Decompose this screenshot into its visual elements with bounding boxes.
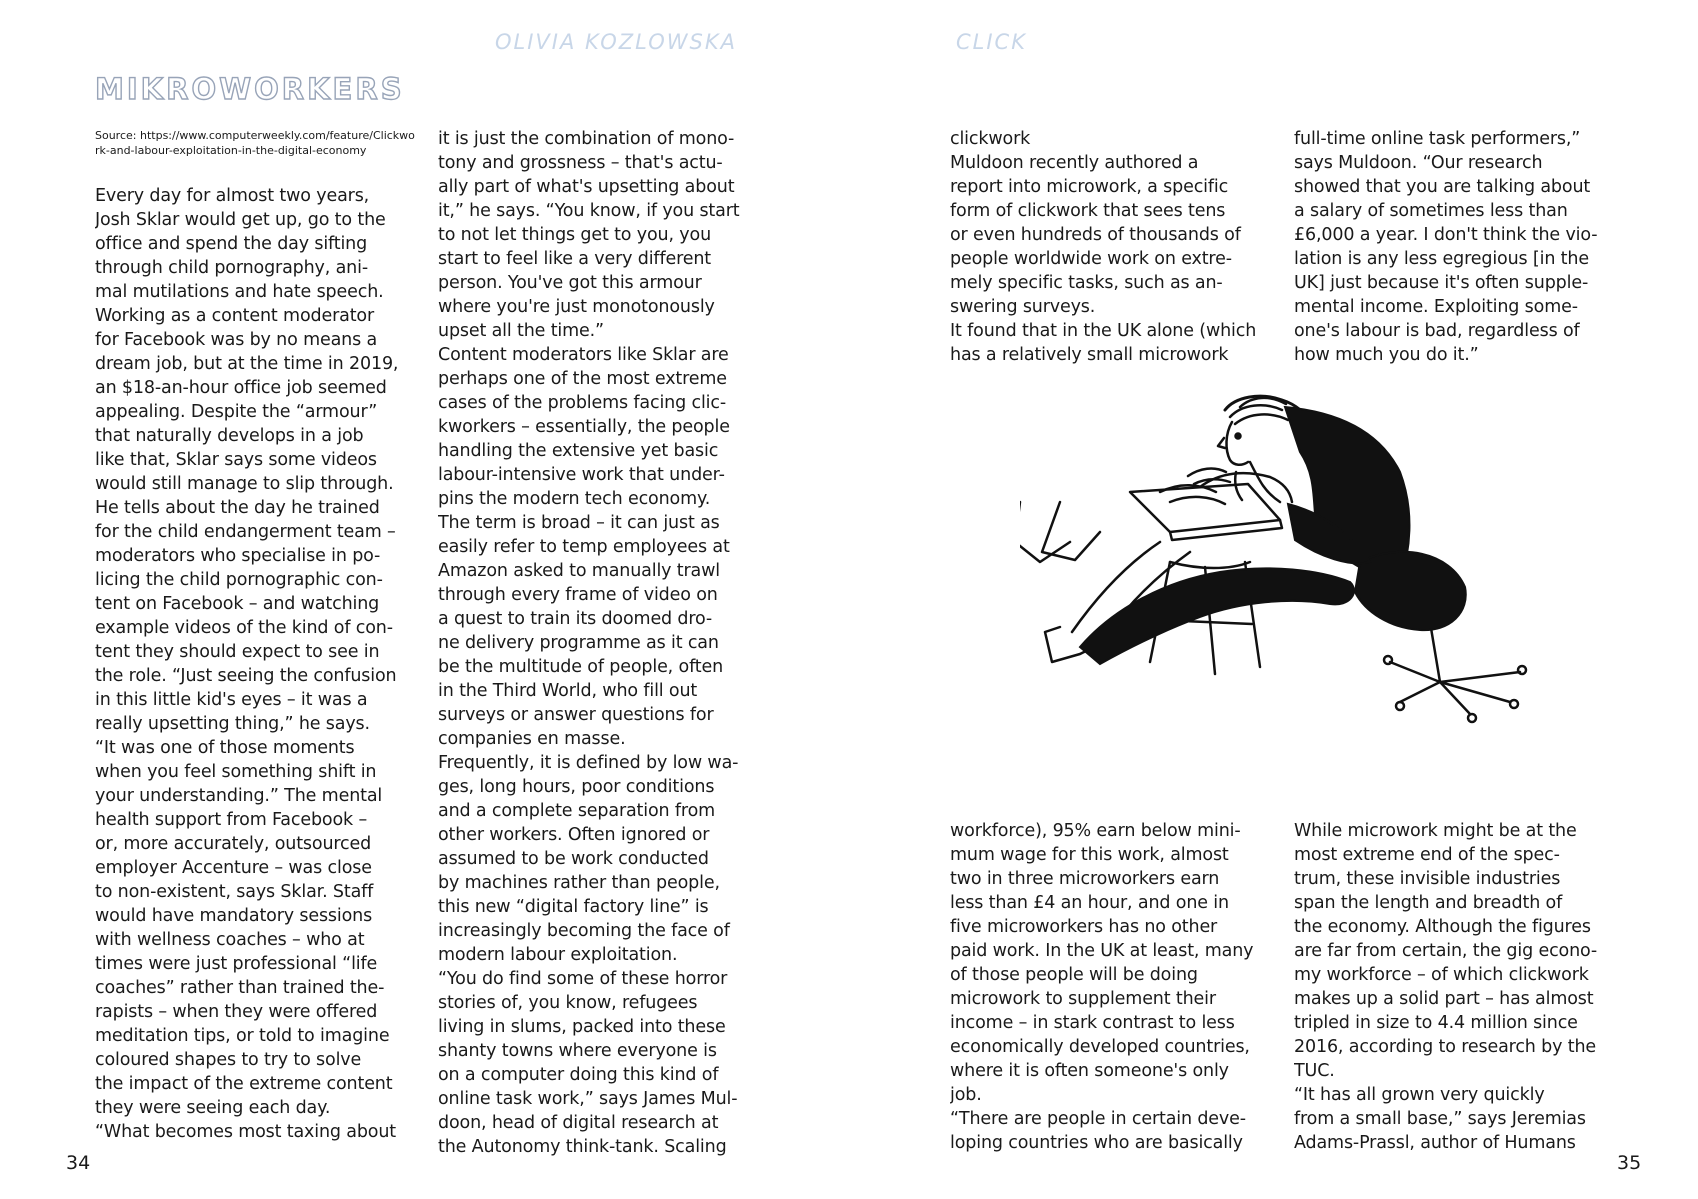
text-line: or, more accurately, outsourced xyxy=(95,834,372,854)
text-line: trum, these invisible industries xyxy=(1294,869,1561,889)
text-line: an $18-an-hour office job seemed xyxy=(95,378,387,398)
text-line: handling the extensive yet basic xyxy=(438,441,719,461)
text-line: the role. “Just seeing the confusion xyxy=(95,666,397,686)
text-line: my workforce – of which clickwork xyxy=(1294,965,1589,985)
text-line: employer Accenture – was close xyxy=(95,858,372,878)
text-line: economically developed countries, xyxy=(950,1037,1250,1057)
text-line: Muldoon recently authored a xyxy=(950,153,1199,173)
text-line: most extreme end of the spec- xyxy=(1294,845,1560,865)
text-line: where it is often someone's only xyxy=(950,1061,1229,1081)
text-line: moderators who specialise in po- xyxy=(95,546,381,566)
column-4-bottom xyxy=(1294,819,1629,1159)
text-line: It found that in the UK alone (which xyxy=(950,321,1257,341)
text-line: loping countries who are basically xyxy=(950,1133,1243,1153)
text-line: this new “digital factory line” is xyxy=(438,897,709,917)
text-line: income – in stark contrast to less xyxy=(950,1013,1235,1033)
text-line: to not let things get to you, you xyxy=(438,225,712,245)
text-line: and a complete separation from xyxy=(438,801,716,821)
text-line: ges, long hours, poor conditions xyxy=(438,777,715,797)
text-line: by machines rather than people, xyxy=(438,873,720,893)
text-line: really upsetting thing,” he says. xyxy=(95,714,370,734)
running-header-author: OLIVIA KOZLOWSKA xyxy=(495,30,737,54)
text-line: a salary of sometimes less than xyxy=(1294,201,1568,221)
text-line: cases of the problems facing clic- xyxy=(438,393,727,413)
text-line: living in slums, packed into these xyxy=(438,1017,726,1037)
text-line: UK] just because it's often supple- xyxy=(1294,273,1589,293)
text-line: showed that you are talking about xyxy=(1294,177,1591,197)
text-line: appealing. Despite the “armour” xyxy=(95,402,378,422)
illustration-person-on-laptop xyxy=(1020,392,1560,772)
text-line: of those people will be doing xyxy=(950,965,1198,985)
text-line: start to feel like a very different xyxy=(438,249,711,269)
source-citation: Source: https://www.computerweekly.com/feature/Clickwork-and-labour-exploitation-in-the-digital-economy xyxy=(95,129,415,157)
text-line: pins the modern tech economy. xyxy=(438,489,711,509)
text-line: through child pornography, ani- xyxy=(95,258,368,278)
column-1 xyxy=(95,184,425,1144)
text-line: Josh Sklar would get up, go to the xyxy=(95,210,386,230)
text-line: Adams-Prassl, author of Humans xyxy=(1294,1133,1576,1153)
text-line: The term is broad – it can just as xyxy=(438,513,720,533)
page-number-left: 34 xyxy=(66,1152,91,1174)
section-title: MIKROWORKERS xyxy=(95,72,405,106)
text-line: kworkers – essentially, the people xyxy=(438,417,730,437)
text-line: tony and grossness – that's actu- xyxy=(438,153,723,173)
text-line: times were just professional “life xyxy=(95,954,378,974)
text-line: Content moderators like Sklar are xyxy=(438,345,729,365)
text-line: licing the child pornographic con- xyxy=(95,570,383,590)
text-line: where you're just monotonously xyxy=(438,297,715,317)
text-line: that naturally develops in a job xyxy=(95,426,364,446)
text-line: ally part of what's upsetting about xyxy=(438,177,735,197)
text-line: easily refer to temp employees at xyxy=(438,537,730,557)
text-line: mum wage for this work, almost xyxy=(950,845,1229,865)
text-line: Working as a content moderator xyxy=(95,306,375,326)
text-line: coaches” rather than trained the- xyxy=(95,978,385,998)
text-line: tent they should expect to see in xyxy=(95,642,380,662)
text-line: perhaps one of the most extreme xyxy=(438,369,727,389)
text-line: they were seeing each day. xyxy=(95,1098,331,1118)
text-line: Every day for almost two years, xyxy=(95,186,370,206)
text-line: example videos of the kind of con- xyxy=(95,618,393,638)
text-line: it is just the combination of mono- xyxy=(438,129,735,149)
text-line: two in three microworkers earn xyxy=(950,869,1220,889)
column-3-top xyxy=(950,127,1285,377)
text-line: makes up a solid part – has almost xyxy=(1294,989,1594,1009)
text-line: “It has all grown very quickly xyxy=(1294,1085,1545,1105)
text-line: are far from certain, the gig econo- xyxy=(1294,941,1598,961)
text-line: TUC. xyxy=(1294,1061,1335,1081)
text-line: health support from Facebook – xyxy=(95,810,368,830)
text-line: would still manage to slip through. xyxy=(95,474,394,494)
text-line: it,” he says. “You know, if you start xyxy=(438,201,740,221)
text-line: a quest to train its doomed dro- xyxy=(438,609,713,629)
text-line: paid work. In the UK at least, many xyxy=(950,941,1254,961)
text-line: “You do find some of these horror xyxy=(438,969,728,989)
text-line: when you feel something shift in xyxy=(95,762,377,782)
text-line: person. You've got this armour xyxy=(438,273,702,293)
text-line: surveys or answer questions for xyxy=(438,705,714,725)
text-line: the Autonomy think-tank. Scaling xyxy=(438,1137,727,1157)
text-line: modern labour exploitation. xyxy=(438,945,678,965)
text-line: coloured shapes to try to solve xyxy=(95,1050,362,1070)
text-line: on a computer doing this kind of xyxy=(438,1065,719,1085)
text-line: online task work,” says James Mul- xyxy=(438,1089,738,1109)
text-line: microwork to supplement their xyxy=(950,989,1216,1009)
text-line: He tells about the day he trained xyxy=(95,498,380,518)
text-line: span the length and breadth of xyxy=(1294,893,1563,913)
text-line: clickwork xyxy=(950,129,1031,149)
text-line: in the Third World, who fill out xyxy=(438,681,698,701)
text-line: like that, Sklar says some videos xyxy=(95,450,377,470)
text-line: the impact of the extreme content xyxy=(95,1074,393,1094)
text-line: tripled in size to 4.4 million since xyxy=(1294,1013,1578,1033)
text-line: companies en masse. xyxy=(438,729,626,749)
text-line: for Facebook was by no means a xyxy=(95,330,378,350)
column-4-top xyxy=(1294,127,1629,377)
text-line: lation is any less egregious [in the xyxy=(1294,249,1589,269)
text-line: the economy. Although the figures xyxy=(1294,917,1591,937)
text-line: less than £4 an hour, and one in xyxy=(950,893,1229,913)
text-line: dream job, but at the time in 2019, xyxy=(95,354,399,374)
column-3-bottom xyxy=(950,819,1285,1159)
running-header-title: CLICK xyxy=(956,30,1027,54)
text-line: ne delivery programme as it can xyxy=(438,633,719,653)
text-line: has a relatively small microwork xyxy=(950,345,1229,365)
text-line: other workers. Often ignored or xyxy=(438,825,710,845)
text-line: for the child endangerment team – xyxy=(95,522,396,542)
text-line: rapists – when they were offered xyxy=(95,1002,378,1022)
text-line: swering surveys. xyxy=(950,297,1096,317)
text-line: tent on Facebook – and watching xyxy=(95,594,380,614)
text-line: workforce), 95% earn below mini- xyxy=(950,821,1241,841)
text-line: “What becomes most taxing about xyxy=(95,1122,397,1142)
text-line: Frequently, it is defined by low wa- xyxy=(438,753,739,773)
text-line: people worldwide work on extre- xyxy=(950,249,1232,269)
text-line: five microworkers has no other xyxy=(950,917,1218,937)
text-line: shanty towns where everyone is xyxy=(438,1041,717,1061)
text-line: increasingly becoming the face of xyxy=(438,921,730,941)
text-line: 2016, according to research by the xyxy=(1294,1037,1597,1057)
text-line: through every frame of video on xyxy=(438,585,718,605)
text-line: “It was one of those moments xyxy=(95,738,355,758)
text-line: from a small base,” says Jeremias xyxy=(1294,1109,1586,1129)
text-line: labour-intensive work that under- xyxy=(438,465,725,485)
text-line: report into microwork, a specific xyxy=(950,177,1229,197)
text-line: your understanding.” The mental xyxy=(95,786,383,806)
text-line: job. xyxy=(950,1085,982,1105)
column-2 xyxy=(438,127,768,1157)
text-line: full-time online task performers,” xyxy=(1294,129,1581,149)
text-line: or even hundreds of thousands of xyxy=(950,225,1241,245)
text-line: be the multitude of people, often xyxy=(438,657,724,677)
text-line: mal mutilations and hate speech. xyxy=(95,282,384,302)
text-line: form of clickwork that sees tens xyxy=(950,201,1226,221)
text-line: how much you do it.” xyxy=(1294,345,1479,365)
text-line: office and spend the day sifting xyxy=(95,234,368,254)
text-line: mely specific tasks, such as an- xyxy=(950,273,1223,293)
text-line: stories of, you know, refugees xyxy=(438,993,698,1013)
text-line: in this little kid's eyes – it was a xyxy=(95,690,368,710)
text-line: “There are people in certain deve- xyxy=(950,1109,1246,1129)
text-line: £6,000 a year. I don't think the vio- xyxy=(1294,225,1598,245)
text-line: doon, head of digital research at xyxy=(438,1113,719,1133)
text-line: mental income. Exploiting some- xyxy=(1294,297,1578,317)
text-line: to non-existent, says Sklar. Staff xyxy=(95,882,374,902)
text-line: says Muldoon. “Our research xyxy=(1294,153,1543,173)
text-line: meditation tips, or told to imagine xyxy=(95,1026,390,1046)
text-line: Amazon asked to manually trawl xyxy=(438,561,720,581)
text-line: upset all the time.” xyxy=(438,321,604,341)
text-line: with wellness coaches – who at xyxy=(95,930,365,950)
page-number-right: 35 xyxy=(1617,1152,1642,1174)
text-line: assumed to be work conducted xyxy=(438,849,709,869)
text-line: one's labour is bad, regardless of xyxy=(1294,321,1580,341)
text-line: would have mandatory sessions xyxy=(95,906,373,926)
text-line: While microwork might be at the xyxy=(1294,821,1577,841)
